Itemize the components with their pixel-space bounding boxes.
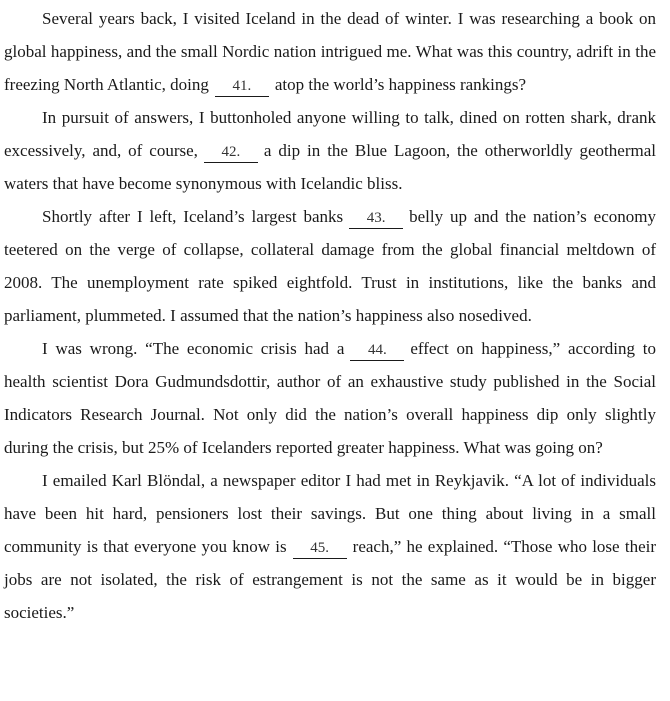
paragraph-text: I emailed Karl Blöndal, a newspaper editor I had met in Reykjavik. “A lot of individuals have been hit hard, pensioners lost their savings. But one thing about living in a small community is that everyone you know is [4,471,656,556]
paragraph-text: a dip in the Blue Lagoon, the otherworldly geothermal waters that have become synonymous with Icelandic bliss. [4,141,656,193]
paragraph-4 [4,332,656,464]
paragraph-text: atop the world’s happiness rankings? [274,75,527,94]
paragraph-text: In pursuit of answers, I buttonholed anyone willing to talk, dined on rotten shark, drank excessively, and, of course, [4,108,656,160]
paragraph-text: belly up and the nation’s economy teetered on the verge of collapse, collateral damage from the global financial meltdown of 2008. The unemployment rate spiked eightfold. Trust in institutions, like the banks and parliament, plummeted. I assumed that the nation’s happiness also nosedived. [4,207,656,325]
paragraph-1 [4,2,656,101]
paragraph-text: Shortly after I left, Iceland’s largest banks [42,207,344,226]
blank-41: 41. [215,77,269,97]
blank-42: 42. [204,143,258,163]
blank-44: 44. [350,341,404,361]
blank-43: 43. [349,209,403,229]
paragraph-text: Several years back, I visited Iceland in the dead of winter. I was researching a book on global happiness, and the small Nordic nation intrigued me. What was this country, adrift in the freezing North Atlantic, doing [4,9,656,94]
paragraph-3 [4,200,656,332]
paragraph-5 [4,464,656,629]
blank-45: 45. [293,539,347,559]
paragraph-text: reach,” he explained. “Those who lose their jobs are not isolated, the risk of estrangement is not the same as it would be in bigger societies.” [4,537,656,622]
paragraph-text: effect on happiness,” according to health scientist Dora Gudmundsdottir, author of an exhaustive study published in the Social Indicators Research Journal. Not only did the nation’s overall happiness dip only slightly during the crisis, but 25% of Icelanders reported greater happiness. What was going on? [4,339,656,457]
paragraph-2 [4,101,656,200]
paragraph-text: I was wrong. “The economic crisis had a [42,339,345,358]
